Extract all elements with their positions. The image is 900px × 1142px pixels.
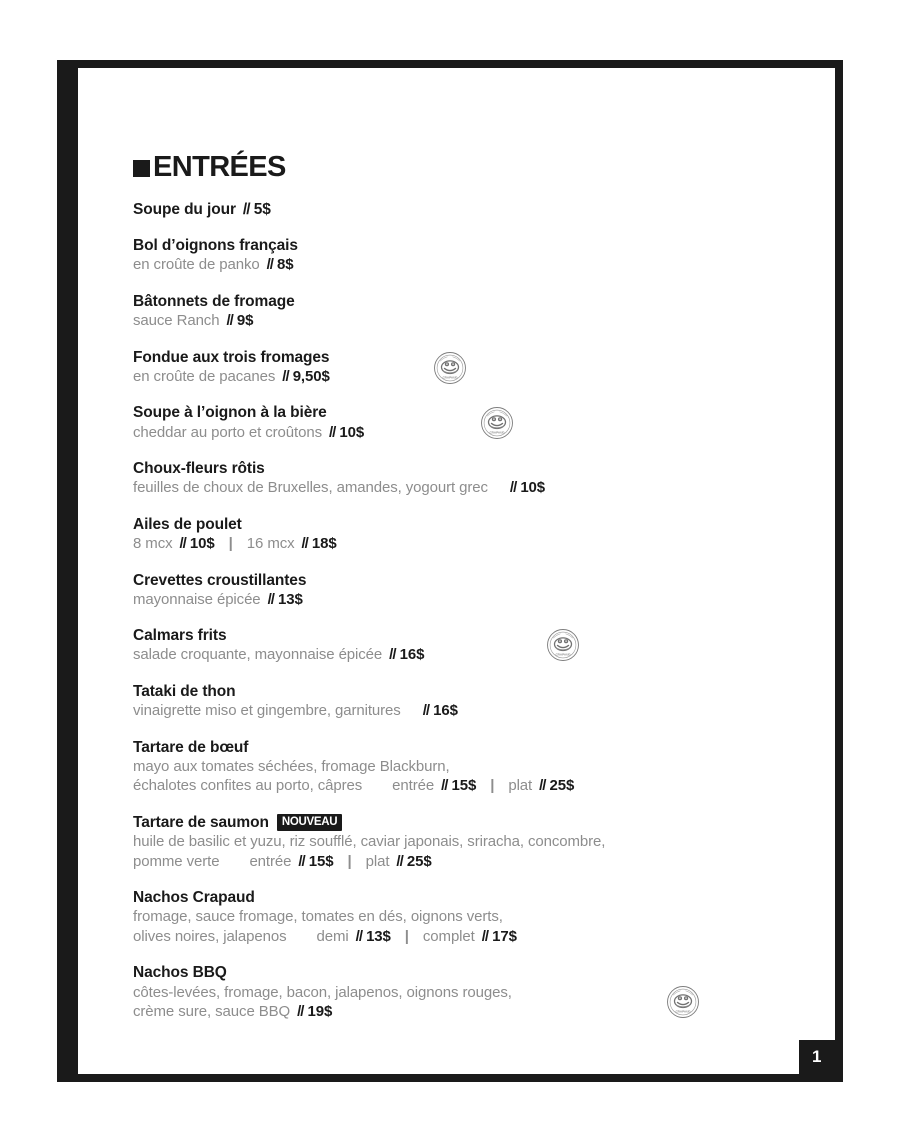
item-price: // 13$ [267, 590, 303, 608]
price-option-label: demi [316, 927, 349, 945]
menu-card [78, 68, 835, 1074]
price-option-label: plat [365, 852, 390, 870]
price-option [508, 776, 574, 796]
item-name-text: Choux-fleurs rôtis [133, 460, 265, 478]
price-slashes: // [509, 479, 517, 497]
price-option [133, 534, 215, 554]
price-option [249, 852, 333, 872]
price-slashes: // [355, 927, 362, 945]
menu-item [133, 292, 805, 331]
item-description-line [133, 478, 805, 498]
item-price: // 10$ [509, 479, 546, 497]
price-option-label: 8 mcx [133, 535, 173, 553]
item-name-text: Calmars frits [133, 627, 227, 645]
item-price: // 19$ [297, 1003, 333, 1021]
item-price: // 17$ [481, 927, 517, 945]
item-price: // 13$ [355, 927, 391, 945]
price-slashes: // [396, 852, 403, 870]
svg-text:CRAPAUD: CRAPAUD [442, 375, 458, 380]
menu-item [133, 813, 805, 871]
item-price: // 16$ [422, 702, 458, 720]
price-slashes: // [282, 367, 289, 385]
item-name-text: Tataki de thon [133, 682, 236, 700]
item-name [133, 292, 805, 311]
item-price: // 25$ [539, 777, 575, 795]
menu-page-frame [57, 60, 843, 1082]
price-slashes: // [266, 256, 273, 274]
item-name [133, 515, 805, 534]
menu-item [133, 963, 805, 1021]
description-text: mayonnaise épicée [133, 590, 261, 608]
item-name [133, 236, 805, 255]
item-description-line [133, 423, 805, 443]
item-description-line [133, 701, 805, 721]
menu-item [133, 515, 805, 554]
item-price: // 18$ [301, 535, 337, 553]
item-name [133, 459, 805, 478]
description-text: pomme verte [133, 852, 220, 870]
description-text: feuilles de choux de Bruxelles, amandes, yogourt grec [133, 479, 488, 497]
item-name-text: Nachos Crapaud [133, 889, 255, 907]
page-number-badge: 1 [799, 1040, 835, 1074]
nouveau-badge: NOUVEAU [277, 814, 342, 830]
item-name [133, 348, 805, 367]
price-slashes: // [481, 927, 489, 945]
page-title [133, 153, 805, 182]
price-option [247, 534, 337, 554]
menu-item [133, 571, 805, 610]
menu-item [133, 200, 805, 219]
item-description-line [133, 534, 805, 554]
description-text: salade croquante, mayonnaise épicée [133, 646, 383, 664]
price-option [366, 852, 432, 872]
item-price: // 9,50$ [282, 367, 330, 385]
item-description-line [133, 907, 805, 927]
item-name-text: Fondue aux trois fromages [133, 348, 330, 366]
price-slashes: // [329, 423, 336, 441]
item-name-text: Soupe du jour [133, 201, 236, 218]
price-slashes: // [297, 1003, 304, 1021]
description-text: en croûte de panko [133, 256, 260, 274]
svg-text:CRAPAUD: CRAPAUD [555, 652, 571, 657]
price-separator: | [490, 777, 495, 795]
price-option-label: complet [422, 927, 475, 945]
item-name [133, 571, 805, 590]
description-text: échalotes confites au porto, câpres [133, 777, 363, 795]
menu-item [133, 348, 805, 387]
item-name-text: Tartare de bœuf [133, 738, 249, 756]
item-description-line [133, 927, 805, 947]
price-option [423, 927, 517, 947]
price-option-label: 16 mcx [246, 535, 295, 553]
description-text: côtes-levées, fromage, bacon, jalapenos, oignons rouges, [133, 983, 512, 1001]
item-description-line [133, 590, 805, 610]
item-description-line [133, 255, 805, 275]
item-name-text: Ailes de poulet [133, 515, 242, 533]
price-slashes: // [267, 590, 274, 608]
item-description-line [133, 776, 805, 796]
price-slashes: // [179, 535, 186, 553]
item-description-line [133, 757, 805, 777]
description-text: en croûte de pacanes [133, 367, 276, 385]
description-text: huile de basilic et yuzu, riz soufflé, caviar japonais, sriracha, concombre, [133, 833, 606, 851]
item-name [133, 888, 805, 907]
price-option [392, 776, 476, 796]
item-name [133, 738, 805, 757]
price-separator: | [404, 927, 409, 945]
price-slashes: // [226, 312, 233, 330]
square-bullet-icon [133, 160, 150, 177]
description-text: fromage, sauce fromage, tomates en dés, oignons verts, [133, 908, 503, 926]
item-price: // 15$ [298, 852, 334, 870]
svg-text:CRAPAUD: CRAPAUD [489, 430, 505, 435]
price-slashes: // [301, 535, 308, 553]
item-name-text: Nachos BBQ [133, 964, 227, 982]
crapaud-stamp-icon [480, 406, 514, 440]
item-name-text: Crevettes croustillantes [133, 571, 307, 589]
price-separator: | [228, 535, 233, 553]
price-slashes: // [422, 702, 430, 720]
crapaud-stamp-icon [546, 628, 580, 662]
item-price: // 10$ [329, 423, 365, 441]
item-description-line [133, 367, 805, 387]
item-description-line [133, 852, 805, 872]
price-option-label: plat [508, 777, 533, 795]
description-text: olives noires, jalapenos [133, 927, 287, 945]
item-price: // 5$ [242, 201, 271, 218]
item-description-line [133, 311, 805, 331]
price-option-label: entrée [392, 777, 435, 795]
description-text: mayo aux tomates séchées, fromage Blackburn, [133, 757, 450, 775]
item-name [133, 626, 805, 645]
menu-item [133, 888, 805, 946]
item-price: // 9$ [226, 312, 254, 330]
section-title-text: ENTRÉES [153, 151, 286, 183]
item-name [133, 200, 805, 219]
menu-item [133, 403, 805, 442]
svg-text:CRAPAUD: CRAPAUD [675, 1009, 691, 1014]
menu-item-list [133, 200, 805, 1022]
item-name-text: Bâtonnets de fromage [133, 292, 295, 310]
item-name [133, 682, 805, 701]
price-option-label: entrée [249, 852, 292, 870]
item-name-text: Bol d’oignons français [133, 237, 298, 255]
description-text: vinaigrette miso et gingembre, garnitures [133, 702, 401, 720]
menu-item [133, 738, 805, 796]
price-slashes: // [242, 201, 250, 218]
crapaud-stamp-icon [666, 985, 700, 1019]
price-separator: | [347, 852, 352, 870]
item-name [133, 403, 805, 422]
item-price: // 8$ [266, 256, 294, 274]
menu-item [133, 459, 805, 498]
menu-content [133, 153, 805, 1022]
price-option [317, 927, 391, 947]
item-description-line [133, 1002, 805, 1022]
price-slashes: // [389, 646, 396, 664]
item-description-line [133, 832, 805, 852]
crapaud-stamp-icon [433, 351, 467, 385]
item-name [133, 963, 805, 982]
description-text: sauce Ranch [133, 312, 220, 330]
price-slashes: // [539, 777, 546, 795]
item-price: // 25$ [396, 852, 432, 870]
menu-item [133, 236, 805, 275]
price-slashes: // [441, 777, 448, 795]
menu-item [133, 682, 805, 721]
item-description-line [133, 983, 805, 1003]
item-name [133, 813, 805, 832]
item-name-text: Soupe à l’oignon à la bière [133, 404, 327, 422]
item-name-text: Tartare de saumon [133, 813, 269, 831]
description-text: cheddar au porto et croûtons [133, 423, 322, 441]
menu-item [133, 626, 805, 665]
price-slashes: // [298, 852, 305, 870]
description-text: crème sure, sauce BBQ [133, 1003, 291, 1021]
item-price: // 16$ [389, 646, 425, 664]
item-price: // 10$ [179, 535, 215, 553]
item-description-line [133, 645, 805, 665]
item-price: // 15$ [441, 777, 477, 795]
